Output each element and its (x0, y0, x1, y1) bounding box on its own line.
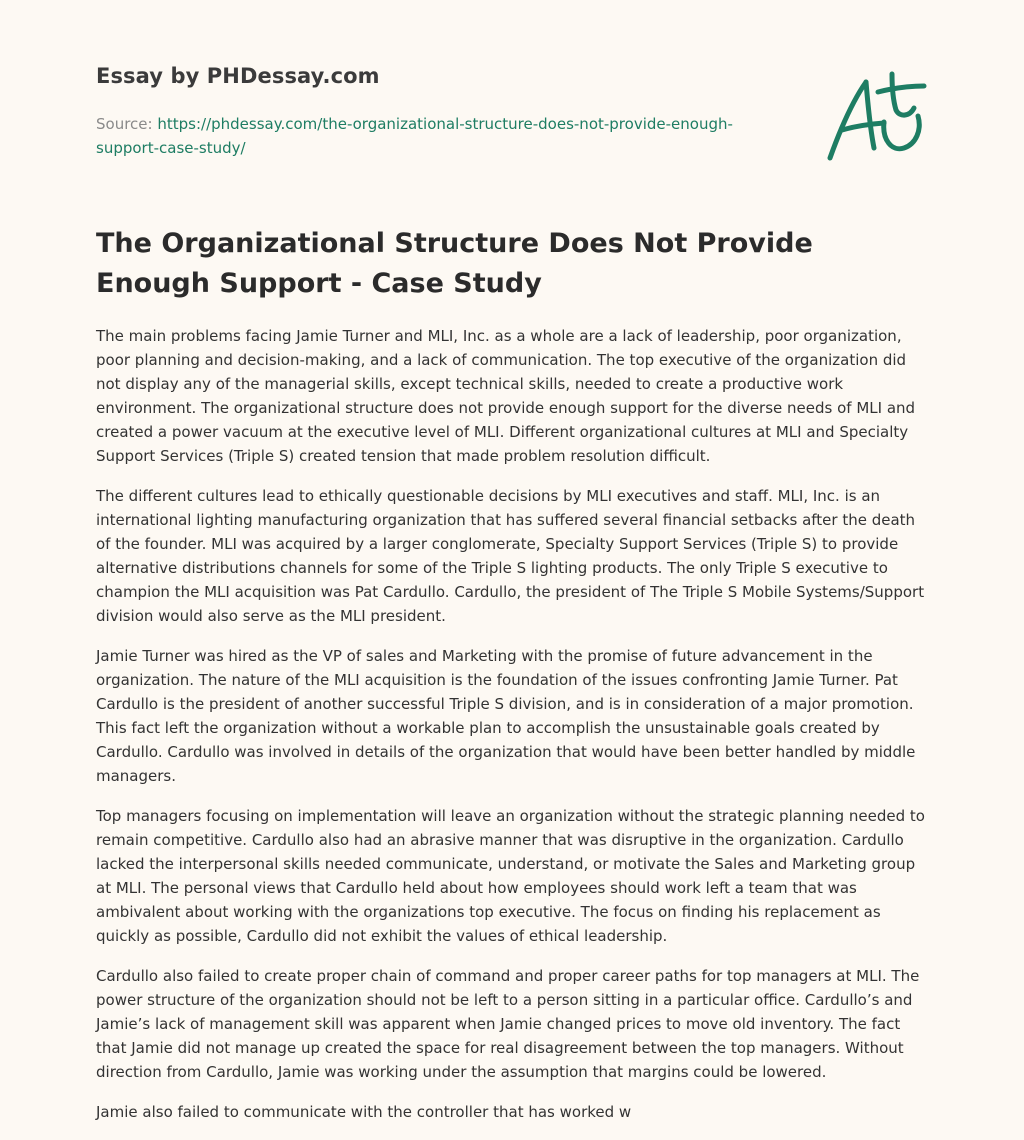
essay-paragraph: Jamie Turner was hired as the VP of sales and Marketing with the promise of future advancement in the organization. The nature of the MLI acquisition is the foundation of the issues confronting Jamie Turner. Pat Cardullo is the president of another successful Triple S division, and is in consideration of a major promotion. This fact left the organization without a workable plan to accomplish the unsustainable goals created by Cardullo. Cardullo was involved in details of the organization that would have been better handled by middle managers. (96, 647, 916, 785)
essay-paragraph: Jamie also failed to communicate with the controller that has worked w (96, 1103, 632, 1121)
essay-body (96, 324, 930, 1140)
essay-paragraph: Cardullo also failed to create proper chain of command and proper career paths for top managers at MLI. The power structure of the organization should not be left to a person sitting in a particular office. Cardullo’s and Jamie’s lack of management skill was apparent when Jamie changed prices to move old inventory. The fact that Jamie did not manage up created the space for real disagreement between the top managers. Without direction from Cardullo, Jamie was working under the assumption that margins could be lowered. (96, 967, 920, 1081)
source-label: Source: (96, 115, 153, 133)
a-plus-logo-icon (822, 68, 928, 164)
site-title: Essay by PHDessay.com (96, 64, 380, 88)
essay-paragraph: The different cultures lead to ethically questionable decisions by MLI executives and staff. MLI, Inc. is an international lighting manufacturing organization that has suffered several financial setbacks after the death of the founder. MLI was acquired by a larger conglomerate, Specialty Support Services (Triple S) to provide alternative distributions channels for some of the Triple S lighting products. The only Triple S executive to champion the MLI acquisition was Pat Cardullo. Cardullo, the president of The Triple S Mobile Systems/Support division would also serve as the MLI president. (96, 487, 925, 625)
essay-title: The Organizational Structure Does Not Provide Enough Support - Case Study (96, 228, 813, 299)
source-link[interactable]: https://phdessay.com/the-organizational-structure-does-not-provide-enough-support-case-study/ (96, 115, 733, 157)
essay-paragraph: The main problems facing Jamie Turner and MLI, Inc. as a whole are a lack of leadership, poor organization, poor planning and decision-making, and a lack of communication. The top executive of the organization did not display any of the managerial skills, except technical skills, needed to create a productive work environment. The organizational structure does not provide enough support for the diverse needs of MLI and created a power vacuum at the executive level of MLI. Different organizational cultures at MLI and Specialty Support Services (Triple S) created tension that made problem resolution difficult. (96, 327, 916, 465)
essay-paragraph: Top managers focusing on implementation will leave an organization without the strategic planning needed to remain competitive. Cardullo also had an abrasive manner that was disruptive in the organization. Cardullo lacked the interpersonal skills needed communicate, understand, or motivate the Sales and Marketing group at MLI. The personal views that Cardullo held about how employees should work left a team that was ambivalent about working with the organizations top executive. The focus on finding his replacement as quickly as possible, Cardullo did not exhibit the values of ethical leadership. (96, 807, 925, 945)
source-line (96, 112, 776, 160)
